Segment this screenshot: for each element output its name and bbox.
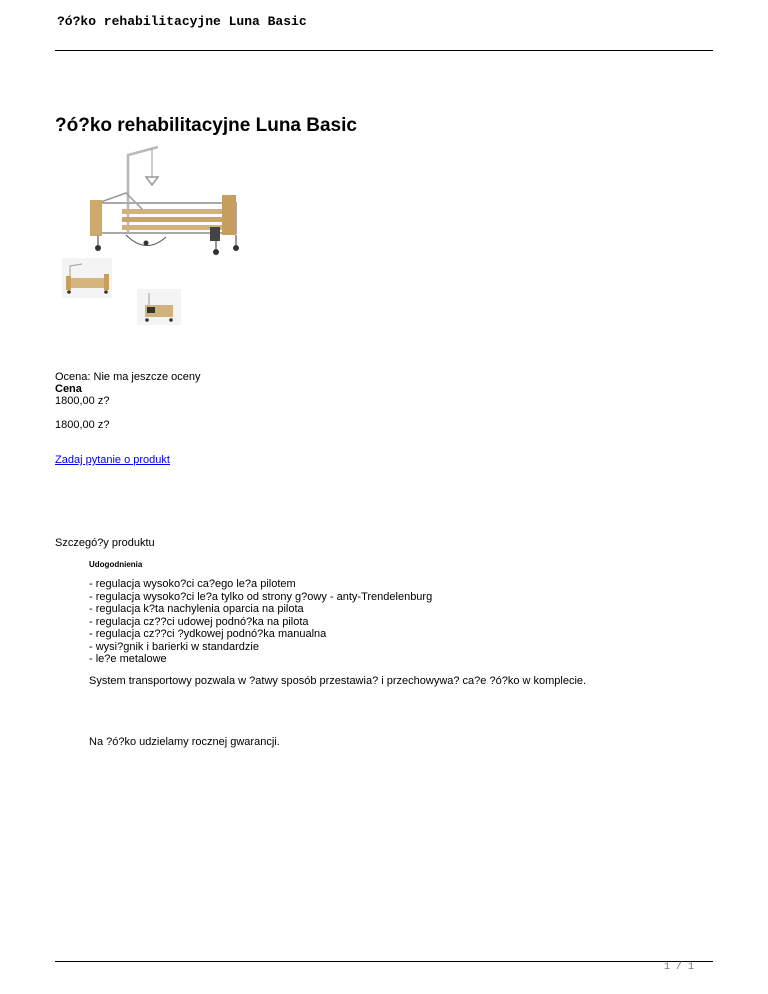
list-item: - le?e metalowe xyxy=(89,653,167,665)
list-item: - regulacja cz??ci udowej podnó?ka na pilota xyxy=(89,615,309,628)
running-header-title: ?ó?ko rehabilitacyjne Luna Basic xyxy=(57,14,307,29)
feature-list xyxy=(89,578,432,666)
price-label: Cena xyxy=(55,383,82,395)
list-item: - regulacja wysoko?ci le?a tylko od strony g?owy - anty-Trendelenburg xyxy=(89,590,433,603)
price-value: 1800,00 z? xyxy=(55,395,110,407)
ask-question-link[interactable]: Zadaj pytanie o produkt xyxy=(55,454,170,466)
header-rule xyxy=(55,50,713,51)
details-subhead: Udogodnienia xyxy=(89,560,143,569)
list-item: - regulacja wysoko?ci ca?ego le?a pilotem xyxy=(89,578,296,590)
product-main-image[interactable] xyxy=(86,145,246,260)
list-item: - regulacja cz??ci ?ydkowej podnó?ka manualna xyxy=(89,628,327,640)
list-item: - wysi?gnik i barierki w standardzie xyxy=(89,640,259,653)
list-item: - regulacja k?ta nachylenia oparcia na pilota xyxy=(89,603,304,615)
page-number: 1 / 1 xyxy=(663,962,694,973)
product-thumbnail-2[interactable] xyxy=(137,289,181,325)
price-value-repeat: 1800,00 z? xyxy=(55,419,110,431)
product-title: ?ó?ko rehabilitacyjne Luna Basic xyxy=(55,115,357,136)
details-section-title: Szczegó?y produktu xyxy=(55,537,155,549)
product-thumbnail-1[interactable] xyxy=(62,258,112,298)
warranty-paragraph: Na ?ó?ko udzielamy rocznej gwarancji. xyxy=(89,736,280,748)
rating-text: Ocena: Nie ma jeszcze oceny xyxy=(55,371,201,383)
footer-rule xyxy=(55,961,713,962)
transport-paragraph: System transportowy pozwala w ?atwy sposób przestawia? i przechowywa? ca?e ?ó?ko w komplecie. xyxy=(89,675,587,687)
